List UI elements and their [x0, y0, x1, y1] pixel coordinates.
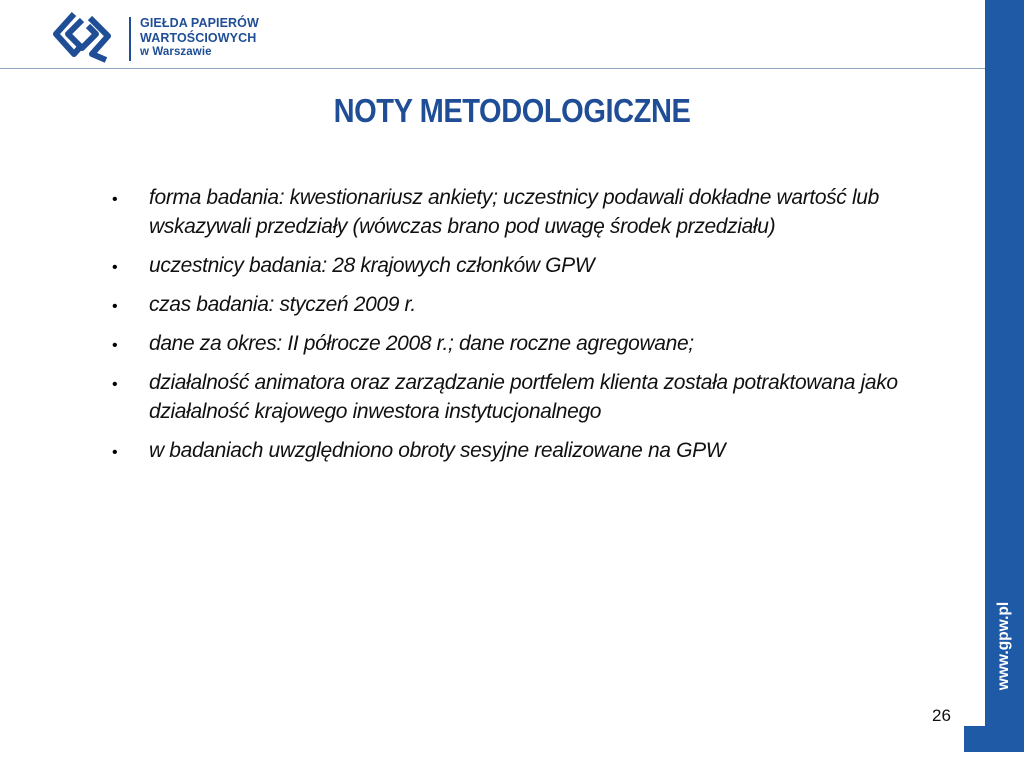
bullet-text: w badaniach uwzględniono obroty sesyjne realizowane na GPW — [149, 439, 726, 462]
corner-block — [964, 726, 1024, 752]
bullet-item — [112, 329, 892, 358]
bullet-list — [112, 183, 898, 475]
bullet-item — [112, 183, 892, 241]
bullet-text: uczestnicy badania: 28 krajowych członków GPW — [149, 254, 595, 277]
page-number: 26 — [932, 706, 951, 725]
gpw-logo-icon — [52, 8, 114, 64]
bullet-text: działalność animatora oraz zarządzanie portfelem klienta została potraktowana jako działalność krajowego inwestora instytucjonalnego — [149, 371, 898, 423]
header-rule — [0, 68, 985, 69]
bullet-dot: • — [112, 444, 118, 461]
bullet-item — [112, 290, 892, 319]
website-url: www.gpw.pl — [995, 601, 1012, 691]
logo-text — [140, 16, 259, 60]
bullet-text: czas badania: styczeń 2009 r. — [149, 293, 416, 316]
bullet-item — [112, 251, 892, 280]
slide-title: NOTY METODOLOGICZNE — [333, 92, 691, 129]
bullet-text: dane za okres: II półrocze 2008 r.; dane roczne agregowane; — [149, 332, 694, 355]
bullet-dot: • — [112, 259, 118, 276]
bullet-dot: • — [112, 298, 118, 315]
bullet-dot: • — [112, 337, 118, 354]
bullet-item — [112, 368, 898, 426]
logo-line-2: WARTOŚCIOWYCH — [140, 30, 257, 45]
logo-divider — [129, 17, 131, 61]
logo-line-1: GIEŁDA PAPIERÓW — [140, 16, 259, 30]
logo-line-3: w Warszawie — [140, 46, 212, 58]
bullet-text: forma badania: kwestionariusz ankiety; uczestnicy podawali dokładne wartość lub wskazywali przedziały (wówczas brano pod uwagę środek przedziału) — [149, 186, 879, 238]
bullet-dot: • — [112, 376, 118, 393]
bullet-dot: • — [112, 191, 118, 208]
bullet-item — [112, 436, 892, 465]
